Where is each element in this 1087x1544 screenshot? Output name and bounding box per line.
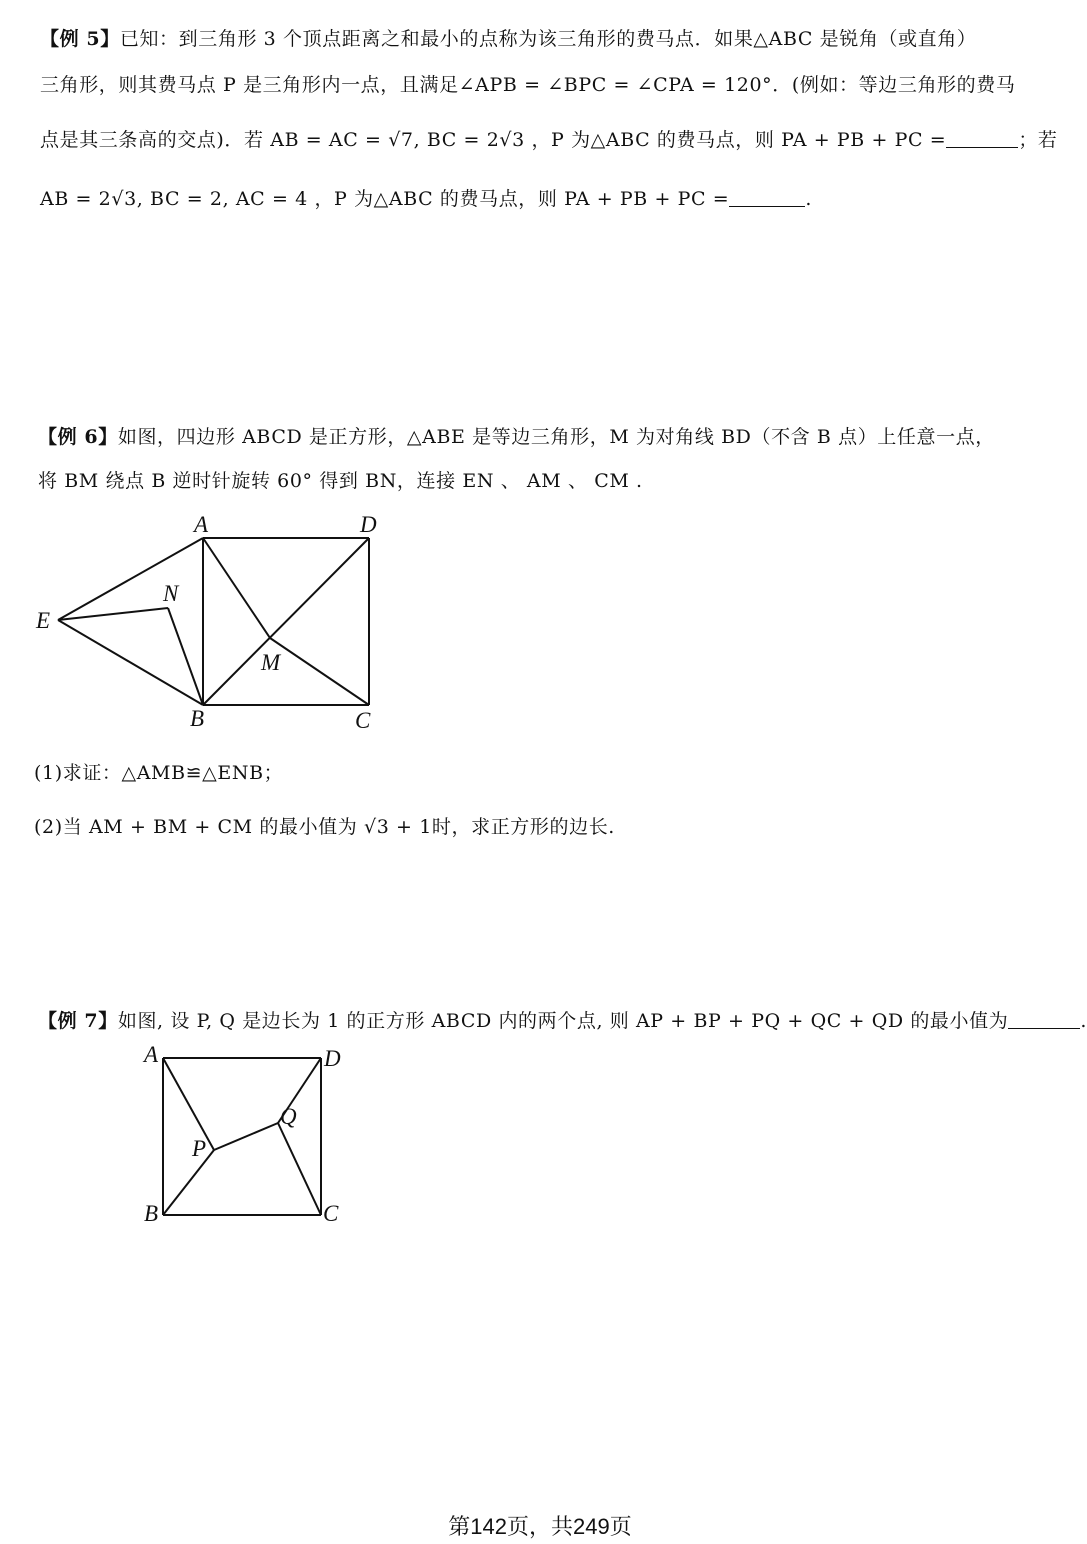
answer-blank[interactable] — [729, 188, 805, 207]
segment-EB — [58, 620, 203, 705]
ex5-text-4-end: . — [805, 188, 812, 210]
segment-BD — [203, 538, 369, 705]
label-Q: Q — [280, 1104, 297, 1129]
ex6-figure — [0, 500, 420, 740]
ex5-text-4: AB = 2√3, BC = 2, AC = 4 ，P 为△ABC 的费马点，则 PA + PB + PC = — [40, 188, 730, 210]
segment-QC — [278, 1123, 321, 1215]
ex7-text-1-end: . — [1080, 1010, 1087, 1032]
segment-PQ — [214, 1123, 278, 1150]
ex5-text-3: 点是其三条高的交点)．若 AB = AC = √7, BC = 2√3 ，P 为△ABC 的费马点，则 PA + PB + PC = — [40, 129, 947, 151]
ex7-figure — [120, 1040, 360, 1230]
ex5-line-4 — [40, 184, 812, 211]
segment-BP — [163, 1150, 214, 1215]
ex6-text-2: 将 BM 绕点 B 逆时针旋转 60° 得到 BN，连接 EN 、 AM 、 CM . — [38, 470, 643, 492]
ex5-text-1: 已知：到三角形 3 个顶点距离之和最小的点称为该三角形的费马点．如果△ABC 是锐角（或直角） — [119, 28, 977, 50]
answer-blank[interactable] — [946, 129, 1018, 148]
label-C: C — [355, 708, 371, 733]
ex6-question-2: (2)当 AM + BM + CM 的最小值为 √3 + 1时，求正方形的边长. — [34, 816, 615, 838]
label-P: P — [192, 1136, 207, 1161]
label-B: B — [190, 706, 205, 731]
segment-AM — [203, 538, 270, 638]
ex5-line-2 — [40, 70, 1015, 97]
segment-NB — [168, 608, 203, 705]
ex6-question-1: (1)求证：△AMB≌△ENB； — [34, 762, 284, 784]
ex7-line-1 — [38, 1006, 1087, 1033]
label-D: D — [360, 512, 377, 537]
label-N: N — [163, 581, 179, 606]
ex5-tag: 【例 5】 — [40, 28, 120, 50]
label-A: A — [144, 1042, 159, 1067]
ex6-line-2 — [38, 466, 643, 493]
label-D: D — [324, 1046, 341, 1071]
ex5-text-3-end: ；若 — [1018, 129, 1058, 151]
ex6-text-1: 如图，四边形 ABCD 是正方形，△ABE 是等边三角形，M 为对角线 BD（不含 B 点）上任意一点， — [117, 426, 995, 448]
page-number: 第142页，共249页 — [448, 1514, 632, 1539]
ex5-line-1 — [40, 24, 976, 51]
ex7-text-1: 如图, 设 P, Q 是边长为 1 的正方形 ABCD 内的两个点, 则 AP + BP + PQ + QC + QD 的最小值为 — [117, 1010, 1009, 1032]
label-A: A — [194, 512, 209, 537]
ex6-line-1 — [38, 422, 995, 449]
answer-blank[interactable] — [1008, 1010, 1080, 1029]
ex6-tag: 【例 6】 — [38, 426, 118, 448]
ex5-text-2: 三角形，则其费马点 P 是三角形内一点，且满足∠APB = ∠BPC = ∠CPA = 120°．(例如：等边三角形的费马 — [40, 74, 1016, 96]
label-E: E — [36, 608, 51, 633]
label-M: M — [261, 650, 281, 675]
ex7-tag: 【例 7】 — [38, 1010, 118, 1032]
label-B: B — [144, 1201, 159, 1226]
segment-MC — [270, 638, 369, 705]
label-C: C — [323, 1201, 339, 1226]
ex5-line-3 — [40, 125, 1058, 152]
segment-AP — [163, 1058, 214, 1150]
segment-EA — [58, 538, 203, 620]
